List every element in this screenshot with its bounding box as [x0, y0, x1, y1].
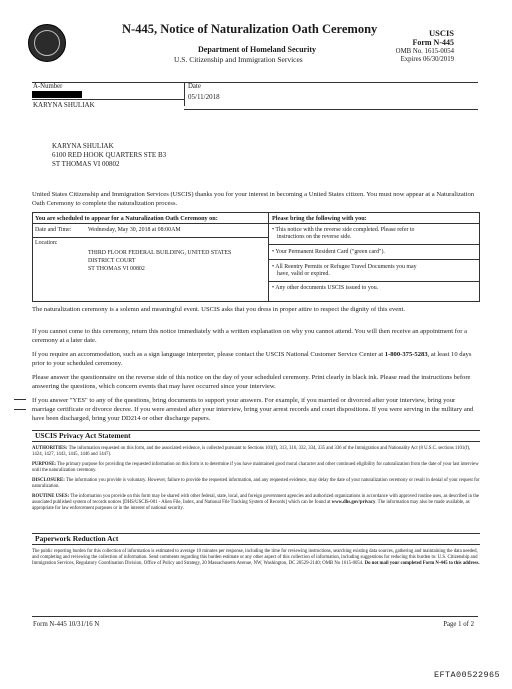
privacy-purpose: PURPOSE: The primary purpose for providing the requested information on this form is to determine if you have maintained good moral character and other continued eligibility for naturalization from the date of your last interview until the naturalization ceremony. [32, 462, 479, 474]
ncsc-phone: 1-800-375-5283 [384, 351, 428, 358]
intro-text: United States Citizenship and Immigration Services (USCIS) thanks you for your interest in becoming a United States citizen. You must now appear at a Naturalization Oath Ceremony to complete the naturalization process. [32, 191, 475, 207]
date-label: Date [188, 83, 201, 90]
privacy-link[interactable]: www.dhs.gov/privacy [331, 500, 376, 506]
schedule-head-rule [32, 223, 268, 224]
paragraph-reschedule: If you cannot come to this ceremony, return this notice immediately with a written explanation on why you cannot attend. You will then receive an appointment for a ceremony at a later date. [32, 328, 468, 344]
bring-rule-2 [268, 259, 480, 260]
paragraph-accommodation: If you require an accommodation, such as a sign language interpreter, please contact the USCIS National Customer Service Center at 1-800-375-5283, at least 10 days prior to your scheduled ceremony. [32, 351, 472, 367]
paperwork-heading: Paperwork Reduction Act [35, 534, 119, 543]
paragraph-yes-answers: If you answer "YES" to any of the questions, bring documents to support your answers. For example, if you married or divorced after your interview, bring your marriage certificate or divorce decree. If you were arrested after your interview, bring your arrest records and court dispositions. If you were serving in the military and have been discharged, bring your DD214 or other discharge papers. [32, 397, 474, 422]
dhs-seal-icon [28, 24, 66, 62]
department-name: Department of Homeland Security [198, 45, 316, 54]
agency-short: USCIS [428, 28, 454, 38]
a-number-underline [32, 99, 184, 100]
form-edition: Form N-445 10/31/16 N [33, 621, 100, 628]
schedule-heading: You are scheduled to appear for a Naturalization Oath Ceremony on: [35, 215, 218, 222]
address-line1: 6100 RED HOOK QUARTERS STE B3 [52, 151, 167, 159]
date-time-label: Date and Time: [35, 227, 72, 233]
form-number: Form N-445 [412, 38, 454, 47]
omb-number: OMB No. 1615-0054 [395, 48, 454, 55]
footer-divider [32, 616, 478, 617]
bring-item-1: • This notice with the reverse side completed. Please refer to [272, 227, 415, 233]
bring-rule-3 [268, 281, 480, 282]
date-underline [184, 109, 478, 110]
bring-heading: Please bring the following with you: [272, 215, 367, 222]
bring-item-3: • All Reentry Permits or Refugee Travel Documents you may [272, 264, 417, 270]
schedule-row-rule [32, 237, 268, 238]
privacy-authorities: AUTHORITIES: The information requested on this form, and the associated evidence, is collected pursuant to Sections 101(f), 313, 316, 332, 334, 335 and 336 of the Immigration and Nationality Act (8 U.S.C. sections 1101(f), 1424, 1427, 1443, 1445, 1446 and 1447). [32, 446, 471, 458]
privacy-routine-uses: ROUTINE USES: The information you provide on this form may be shared with other federal, state, local, and foreign government agencies and authorized organizations in accordance with approved routine uses, as described in the associated published system of records notices [DHS/USCIS-001 - Alien File, Index, and National File Tracking System of Records] which can be found at www.dhs.gov/privacy. The information may also be made available, as appropriate for law enforcement purposes or in the interest of national security. [32, 494, 480, 512]
address-name: KARYNA SHULIAK [52, 142, 114, 150]
location-line3: ST THOMAS VI 00802 [88, 266, 145, 272]
a-number-redaction [32, 91, 82, 98]
bring-item-1b: instructions on the reverse side. [277, 234, 352, 240]
margin-mark [14, 409, 26, 410]
date-time-value: Wednesday, May 30, 2018 at 08:00AM [88, 227, 181, 233]
header-divider [32, 82, 478, 83]
applicant-name: KARYNA SHULIAK [33, 101, 95, 109]
paperwork-text: The public reporting burden for this collection of information is estimated to average 10 minutes per response, including the time for reviewing instructions, searching existing data sources, gathering and maintaining the data needed, and completing and reviewing the collection of information. Send comments regarding this burden estimate or any other aspect of this collection of information, including suggestions for reducing this burden to: U.S. Citizenship and Immigration Services, Regulatory Coordination Division, Office of Policy and Strategy, 20 Massachusetts Avenue, NW, Washington, DC 20529-2140; OMB No 1615-0054. Do not mail your completed Form N-445 to this address. [32, 549, 480, 567]
paragraph-dress: The naturalization ceremony is a solemn and meaningful event. USCIS asks that you dress in proper attire to respect the dignity of this event. [32, 306, 406, 313]
form-title: N-445, Notice of Naturalization Oath Ceremony [122, 22, 378, 36]
schedule-box-divider [268, 212, 269, 302]
field-divider [184, 82, 185, 106]
privacy-heading: USCIS Privacy Act Statement [35, 431, 131, 440]
privacy-disclosure: DISCLOSURE: The information you provide is voluntary. However, failure to provide the requested information, and any requested evidence, may delay the date of your naturalization ceremony or result in denial of your request for naturalization. [32, 478, 480, 490]
bring-item-3b: have, valid or expired. [277, 271, 330, 277]
paragraph-questionnaire: Please answer the questionnaire on the reverse side of this notice on the day of your scheduled ceremony. Print clearly in black ink. Please read the instructions before answering the questions, which concern events that may have occurred since your interview. [32, 374, 471, 390]
location-line1: THIRD FLOOR FEDERAL BUILDING, UNITED STATES [88, 250, 232, 256]
bates-number: EFTA00522965 [433, 670, 500, 680]
page-number: Page 1 of 2 [443, 621, 474, 628]
a-number-label: A-Number [33, 83, 63, 90]
address-line2: ST THOMAS VI 00802 [52, 160, 120, 168]
bring-item-4: • Any other documents USCIS issued to you. [272, 285, 379, 291]
location-label: Location: [35, 240, 58, 246]
bring-head-rule [268, 223, 480, 224]
date-value: 05/11/2018 [188, 93, 220, 101]
bring-rule-1 [268, 244, 480, 245]
bring-item-2: • Your Permanent Resident Card ("green card"). [272, 249, 385, 255]
agency-name: U.S. Citizenship and Immigration Services [174, 55, 303, 64]
margin-mark [14, 399, 26, 400]
location-line2: DISTRICT COURT [88, 258, 136, 264]
expiration-date: Expires 06/30/2019 [400, 56, 454, 63]
